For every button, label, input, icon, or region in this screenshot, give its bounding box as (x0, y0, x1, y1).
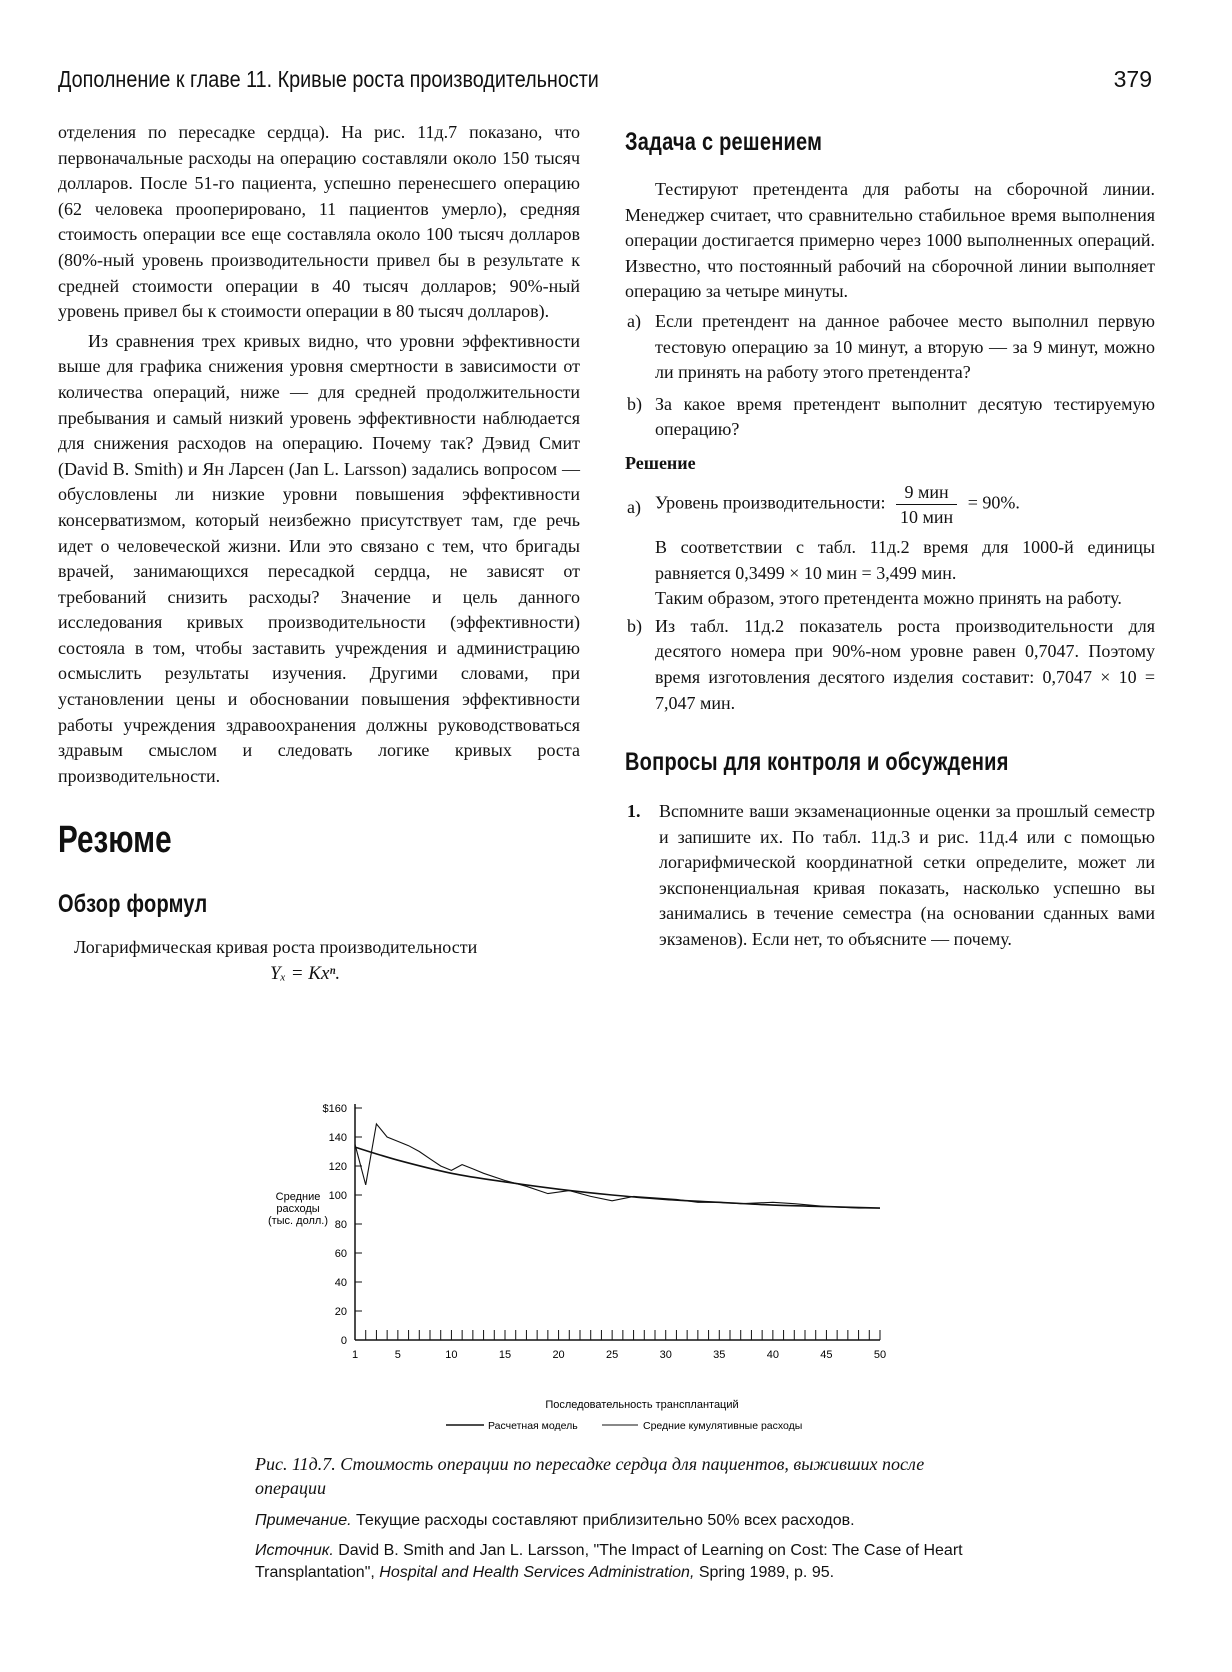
legend-label-actual: Средние кумулятивные расходы (643, 1420, 803, 1432)
y-tick-label: 140 (328, 1132, 347, 1144)
y-tick-label: 20 (334, 1306, 347, 1318)
header-title: Дополнение к главе 11. Кривые роста производительности (58, 66, 599, 92)
y-tick-label: 60 (334, 1248, 347, 1260)
x-tick-label: 15 (498, 1349, 512, 1361)
figure-note (255, 1510, 965, 1532)
formulas-heading: Обзор формул (58, 890, 208, 919)
y-axis-label-line-1: Средние (275, 1191, 321, 1203)
page-number: 379 (1113, 66, 1152, 92)
solution-a-text-2: Таким образом, этого претендента можно принять на работу. (655, 588, 1122, 609)
x-tick-label: 35 (713, 1349, 726, 1361)
question-1-marker: 1. (627, 801, 641, 822)
x-axis-label: Последовательность трансплантаций (545, 1399, 739, 1411)
solution-a-marker: a) (627, 496, 641, 517)
task-heading: Задача с решением (625, 128, 823, 156)
summary-heading: Резюме (58, 819, 172, 862)
running-header (58, 62, 1152, 102)
solution-a-result: = 90%. (967, 492, 1020, 513)
y-tick-label: 100 (328, 1190, 347, 1202)
question-b (625, 392, 1155, 443)
question-b-marker: b) (627, 393, 642, 414)
x-tick-label: 30 (659, 1349, 672, 1361)
right-column (625, 120, 1155, 953)
question-a-marker: a) (627, 310, 641, 331)
cost-chart (240, 1100, 1000, 1440)
y-tick-label: 40 (334, 1277, 347, 1289)
solution-b-marker: b) (627, 615, 642, 636)
legend (446, 1420, 802, 1432)
series-line-model (355, 1147, 880, 1208)
question-1-text: Вспомните ваши экзаменационные оценки за прошлый семестр и запишите их. По табл. 11д.3 и рис. 11д.4 или с помощью логарифмической координатной сетки определите, может ли экспоненциальная кривая показать, насколько успешно вы занимались в течение семестра (на основании сданных вами экзаменов). Если нет, то объясните — почему. (659, 801, 1155, 950)
solution-a-text-1: В соответствии с табл. 11д.2 время для 1000-й единицы равняется 0,3499 × 10 мин = 3,499 мин. (655, 536, 1155, 583)
paragraph-1: отделения по пересадке сердца). На рис. 11д.7 показано, что первоначальные расходы на операцию составляли около 150 тысяч долларов. После 51-го пациента, успешно перенесшего операцию (62 человека прооперировано, 11 пациентов умерло), средняя стоимость операции все еще составляла около 100 тысяч долларов (80%-ный уровень производительности привел бы в результате к средней стоимости операции в 40 тысяч долларов; 90%-ный уровень привел бы к стоимости операции в 80 тысяч долларов). (58, 122, 580, 322)
x-tick-label: 45 (820, 1349, 833, 1361)
solution-b (625, 614, 1155, 716)
solution-a (625, 480, 1155, 529)
x-tick-label: 40 (766, 1349, 779, 1361)
figure-source (255, 1540, 965, 1584)
left-column (58, 120, 580, 985)
figure-caption (255, 1452, 965, 1584)
formula: Yₓ = Kxⁿ. (270, 963, 341, 985)
solution-a-label: Уровень производительности: (655, 492, 886, 513)
question-a (625, 309, 1155, 386)
questions-heading: Вопросы для контроля и обсуждения (625, 748, 1009, 777)
legend-label-model: Расчетная модель (488, 1420, 578, 1432)
x-tick-label: 5 (394, 1349, 401, 1361)
x-tick-label: 50 (873, 1349, 887, 1361)
fraction-numerator: 9 мин (896, 480, 957, 505)
paragraph-2: Из сравнения трех кривых видно, что уровни эффективности выше для графика снижения уровня смертности в зависимости от количества операций, ниже — для средней продолжительности пребывания и самый низкий уровень эффективности наблюдается для снижения расходов на операцию. Почему так? Дэвид Смит (David B. Smith) и Ян Ларсен (Jan L. Larsson) задались вопросом — обусловлены ли низкие уровни повышения эффективности консерватизмом, который неизбежно присутствует там, где речь идет о человеческой жизни. Или это связано с тем, что бригады врачей, занимающихся пересадкой сердца, не зависят от требований снизить расходы? Значение и цель данного исследования кривых производительности (эффективности) состояла в том, чтобы заставить учреждения и администрацию осмыслить результаты изучения. Другими словами, при установлении цены и обосновании повышения эффективности работы учреждения здравоохранения должны руководствоваться здравым смыслом и следовать логике кривых роста производительности. (58, 330, 580, 786)
source-label: Источник. (255, 1542, 334, 1559)
source-journal: Hospital and Health Services Administration, (379, 1564, 695, 1581)
formula-label: Логарифмическая кривая роста производительности (74, 937, 478, 958)
question-1 (625, 799, 1155, 953)
task-intro: Тестируют претендента для работы на сборочной линии. Менеджер считает, что сравнительно стабильное время выполнения операции достигается примерно через 1000 выполненных операций. Известно, что постоянный рабочий на сборочной линии выполняет операцию за четыре минуты. (625, 179, 1155, 302)
note-text: Текущие расходы составляют приблизительно 50% всех расходов. (356, 1512, 855, 1529)
x-tick-label: 1 (351, 1349, 359, 1361)
question-a-text: Если претендент на данное рабочее место выполнил первую тестовую операцию за 10 минут, а вторую — за 9 минут, можно ли принять на работу этого претендента? (655, 310, 1155, 383)
y-axis-label-line-2: расходы (276, 1203, 320, 1215)
y-axis-label-line-3: (тыс. долл.) (267, 1215, 329, 1227)
y-tick-label: 0 (340, 1335, 347, 1347)
figure-title: Рис. 11д.7. Стоимость операции по пересадке сердца для пациентов, выживших после операции (255, 1454, 925, 1498)
y-tick-label: $160 (322, 1103, 347, 1115)
note-label: Примечание. (255, 1512, 352, 1529)
fraction-denominator: 10 мин (900, 506, 954, 527)
source-text-2: Spring 1989, p. 95. (698, 1564, 835, 1581)
x-tick-label: 10 (445, 1349, 458, 1361)
x-tick-label: 20 (552, 1349, 565, 1361)
fraction (896, 480, 957, 529)
source-text-1: David B. Smith and Jan L. Larsson, "The Impact of Learning on Cost: The Case of Heart Transplantation", (255, 1542, 963, 1581)
question-b-text: За какое время претендент выполнит десятую тестируемую операцию? (655, 393, 1155, 440)
y-tick-label: 80 (334, 1219, 347, 1231)
x-tick-label: 25 (606, 1349, 619, 1361)
solution-b-text: Из табл. 11д.2 показатель роста производительности для десятого номера при 90%-ном уровне равен 0,7047. Поэтому время изготовления десятого изделия составит: 0,7047 × 10 = 7,047 мин. (655, 615, 1155, 713)
y-tick-label: 120 (328, 1161, 347, 1173)
solution-heading: Решение (625, 452, 696, 473)
